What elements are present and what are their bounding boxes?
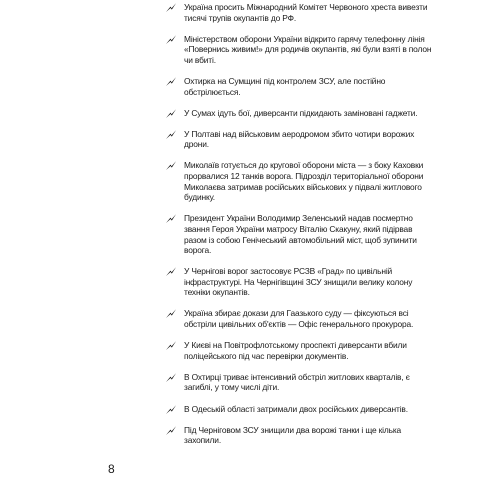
news-text: Миколаїв готується до кругової оборони міста — з боку Каховки прорвалися 12 танків ворога. Підрозділ територіальної оборони Миколаєва затримав російських військових у підвалі житлового будинку.	[184, 160, 424, 203]
news-text: Україна просить Міжнародний Комітет Червоного хреста вивезти тисячі трупів окупантів до РФ.	[184, 2, 428, 23]
news-text: У Чернігові ворог застосовує РСЗВ «Град» по цивільній інфраструктурі. На Чернігівщині ЗСУ знищили велику колону техніки окупантів.	[184, 266, 413, 298]
list-item	[165, 129, 437, 150]
news-text: Україна збирає докази для Гаазького суду — фіксуються всі обстріли цивільних об'єктів — Офіс генерального прокурора.	[184, 308, 414, 330]
lightning-bolt-icon	[165, 108, 177, 119]
lightning-bolt-icon	[165, 340, 177, 351]
lightning-bolt-icon	[165, 76, 177, 87]
news-text: В Охтирці триває інтенсивний обстріл житлових кварталів, є загиблі, у тому числі діти.	[184, 371, 410, 393]
lightning-bolt-icon	[165, 404, 177, 415]
news-text: Під Черніговом ЗСУ знищили два ворожі танки і ще кілька захопили.	[184, 424, 402, 446]
news-list	[165, 2, 437, 456]
lightning-bolt-icon	[165, 308, 177, 319]
list-item	[165, 2, 437, 23]
lightning-bolt-icon	[165, 213, 177, 224]
list-item	[165, 340, 437, 361]
lightning-bolt-icon	[165, 425, 177, 436]
list-item	[165, 34, 437, 66]
list-item	[165, 372, 437, 393]
list-item	[165, 308, 437, 329]
news-text: В Одеській області затримали двох російських диверсантів.	[184, 403, 408, 414]
lightning-bolt-icon	[165, 160, 177, 171]
list-item	[165, 425, 437, 446]
lightning-bolt-icon	[165, 372, 177, 383]
lightning-bolt-icon	[165, 266, 177, 277]
lightning-bolt-icon	[165, 2, 177, 13]
news-text: У Києві на Повітрофлотському проспекті диверсанти вбили поліцейського під час перевірки документів.	[184, 340, 407, 361]
news-text: У Сумах ідуть бої, диверсанти підкидають заміновані гаджети.	[184, 107, 418, 118]
lightning-bolt-icon	[165, 34, 177, 45]
page-number: 8	[108, 462, 115, 476]
list-item	[165, 404, 437, 415]
list-item	[165, 76, 437, 97]
list-item	[165, 266, 437, 298]
news-text: Президент України Володимир Зеленський надав посмертно звання Героя України матросу Віталію Скакуну, який підірвав разом із собою Генічеський автомобільний міст, щоб зупинити ворога.	[184, 213, 417, 256]
lightning-bolt-icon	[165, 129, 177, 140]
list-item	[165, 213, 437, 255]
news-text: У Полтаві над військовим аеродромом збито чотири ворожих дрони.	[184, 128, 415, 150]
news-text: Охтирка на Сумщині під контролем ЗСУ, але постійно обстрілюється.	[184, 75, 386, 97]
list-item	[165, 160, 437, 202]
list-item	[165, 108, 437, 119]
news-text: Міністерством оборони України відкрито гарячу телефонну лінія «Повернись живим!» для родичів окупантів, які були взяті в полон чи вбиті.	[184, 33, 432, 65]
